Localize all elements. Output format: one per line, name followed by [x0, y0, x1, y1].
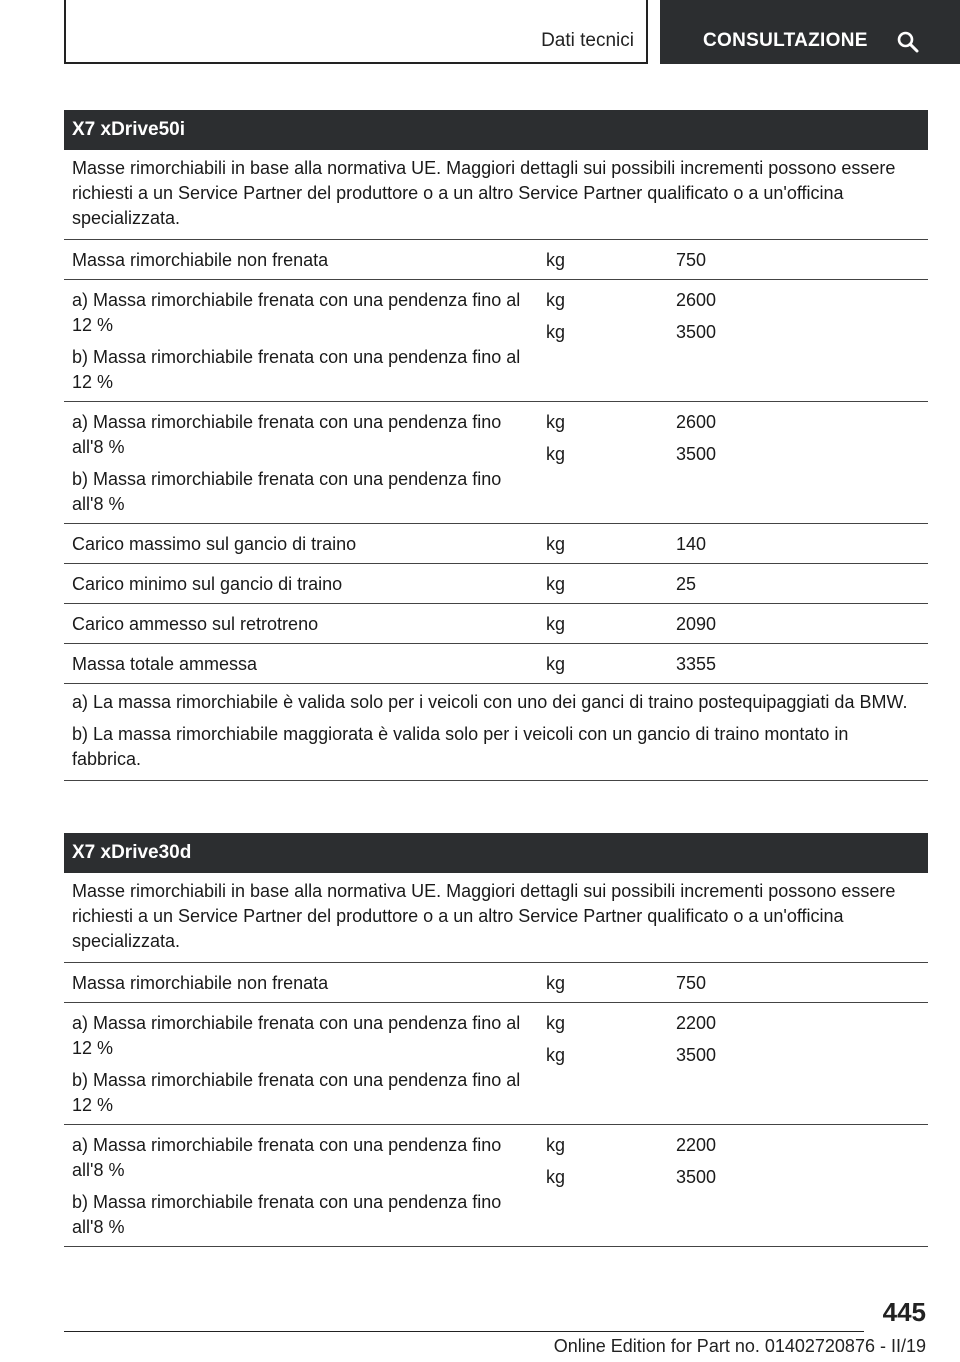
- row-label: b) Massa rimorchiabile frenata con una pendenza fino al 12 %: [72, 347, 521, 392]
- page-number: 445: [882, 1297, 926, 1327]
- footer-divider: [64, 1331, 864, 1332]
- row-value: 3355: [676, 654, 717, 674]
- header-section-tab[interactable]: [64, 0, 648, 64]
- row-unit: kg: [546, 322, 566, 342]
- section-title: X7 xDrive30d: [64, 833, 928, 873]
- row-unit: kg: [546, 534, 566, 554]
- row-label: b) Massa rimorchiabile frenata con una pendenza fino all'8 %: [72, 469, 502, 514]
- row-unit: kg: [546, 614, 566, 634]
- row-label: Massa totale ammessa: [72, 654, 258, 674]
- row-label: a) Massa rimorchiabile frenata con una pendenza fino al 12 %: [72, 290, 521, 335]
- row-unit: kg: [546, 412, 566, 432]
- row-value: 25: [676, 574, 697, 594]
- section-label: Dati tecnici: [541, 30, 634, 51]
- row-value: 750: [676, 250, 707, 270]
- row-unit: kg: [546, 973, 566, 993]
- footnote: b) La massa rimorchiabile maggiorata è valida solo per i veicoli con un gancio di traino montato in fabbrica.: [72, 724, 849, 769]
- row-unit: kg: [546, 654, 566, 674]
- row-value: 2090: [676, 614, 717, 634]
- row-value: 140: [676, 534, 707, 554]
- row-label: Carico massimo sul gancio di traino: [72, 534, 357, 554]
- section-xdrive50i: [64, 110, 928, 781]
- table-row: [64, 644, 928, 684]
- row-label: b) Massa rimorchiabile frenata con una pendenza fino al 12 %: [72, 1070, 521, 1115]
- row-value: 2200: [676, 1135, 717, 1155]
- chapter-label: CONSULTAZIONE: [703, 30, 868, 51]
- row-value: 2600: [676, 412, 717, 432]
- row-unit: kg: [546, 444, 566, 464]
- row-value: 2600: [676, 290, 717, 310]
- row-label: Massa rimorchiabile non frenata: [72, 250, 329, 270]
- row-value: 3500: [676, 444, 717, 464]
- header-chapter-tab[interactable]: [660, 0, 960, 64]
- row-unit: kg: [546, 574, 566, 594]
- row-value: 3500: [676, 1167, 717, 1187]
- row-unit: kg: [546, 250, 566, 270]
- row-label: b) Massa rimorchiabile frenata con una pendenza fino all'8 %: [72, 1192, 502, 1237]
- section-title: X7 xDrive50i: [64, 110, 928, 150]
- table-row: [64, 524, 928, 564]
- table-row: [64, 240, 928, 280]
- table-row: [64, 1003, 928, 1125]
- row-value: 3500: [676, 322, 717, 342]
- row-unit: kg: [546, 1013, 566, 1033]
- table-row: [64, 963, 928, 1003]
- section-intro: Masse rimorchiabili in base alla normativa UE. Maggiori dettagli sui possibili incrementi possono essere richiesti a un Service Partner del produttore o a un altro Service Partner qualificato o a un'officina specializzata.: [64, 150, 928, 240]
- table-row: [64, 402, 928, 524]
- search-icon[interactable]: [896, 30, 920, 54]
- section-xdrive30d: [64, 833, 928, 1247]
- footnotes: [64, 684, 928, 781]
- table-row: [64, 1125, 928, 1247]
- row-label: Massa rimorchiabile non frenata: [72, 973, 329, 993]
- section-intro: Masse rimorchiabili in base alla normativa UE. Maggiori dettagli sui possibili incrementi possono essere richiesti a un Service Partner del produttore o a un altro Service Partner qualificato o a un'officina specializzata.: [64, 873, 928, 963]
- row-unit: kg: [546, 290, 566, 310]
- row-unit: kg: [546, 1135, 566, 1155]
- edition-text: Online Edition for Part no. 01402720876 - II/19: [553, 1336, 926, 1356]
- row-value: 750: [676, 973, 707, 993]
- row-label: Carico ammesso sul retrotreno: [72, 614, 319, 634]
- table-row: [64, 280, 928, 402]
- table-row: [64, 564, 928, 604]
- row-label: a) Massa rimorchiabile frenata con una pendenza fino all'8 %: [72, 412, 502, 457]
- row-unit: kg: [546, 1045, 566, 1065]
- row-value: 2200: [676, 1013, 717, 1033]
- table-row: [64, 604, 928, 644]
- row-unit: kg: [546, 1167, 566, 1187]
- row-label: a) Massa rimorchiabile frenata con una pendenza fino all'8 %: [72, 1135, 502, 1180]
- row-value: 3500: [676, 1045, 717, 1065]
- footnote: a) La massa rimorchiabile è valida solo per i veicoli con uno dei ganci di traino postequipaggiati da BMW.: [72, 692, 908, 712]
- row-label: Carico minimo sul gancio di traino: [72, 574, 343, 594]
- row-label: a) Massa rimorchiabile frenata con una pendenza fino al 12 %: [72, 1013, 521, 1058]
